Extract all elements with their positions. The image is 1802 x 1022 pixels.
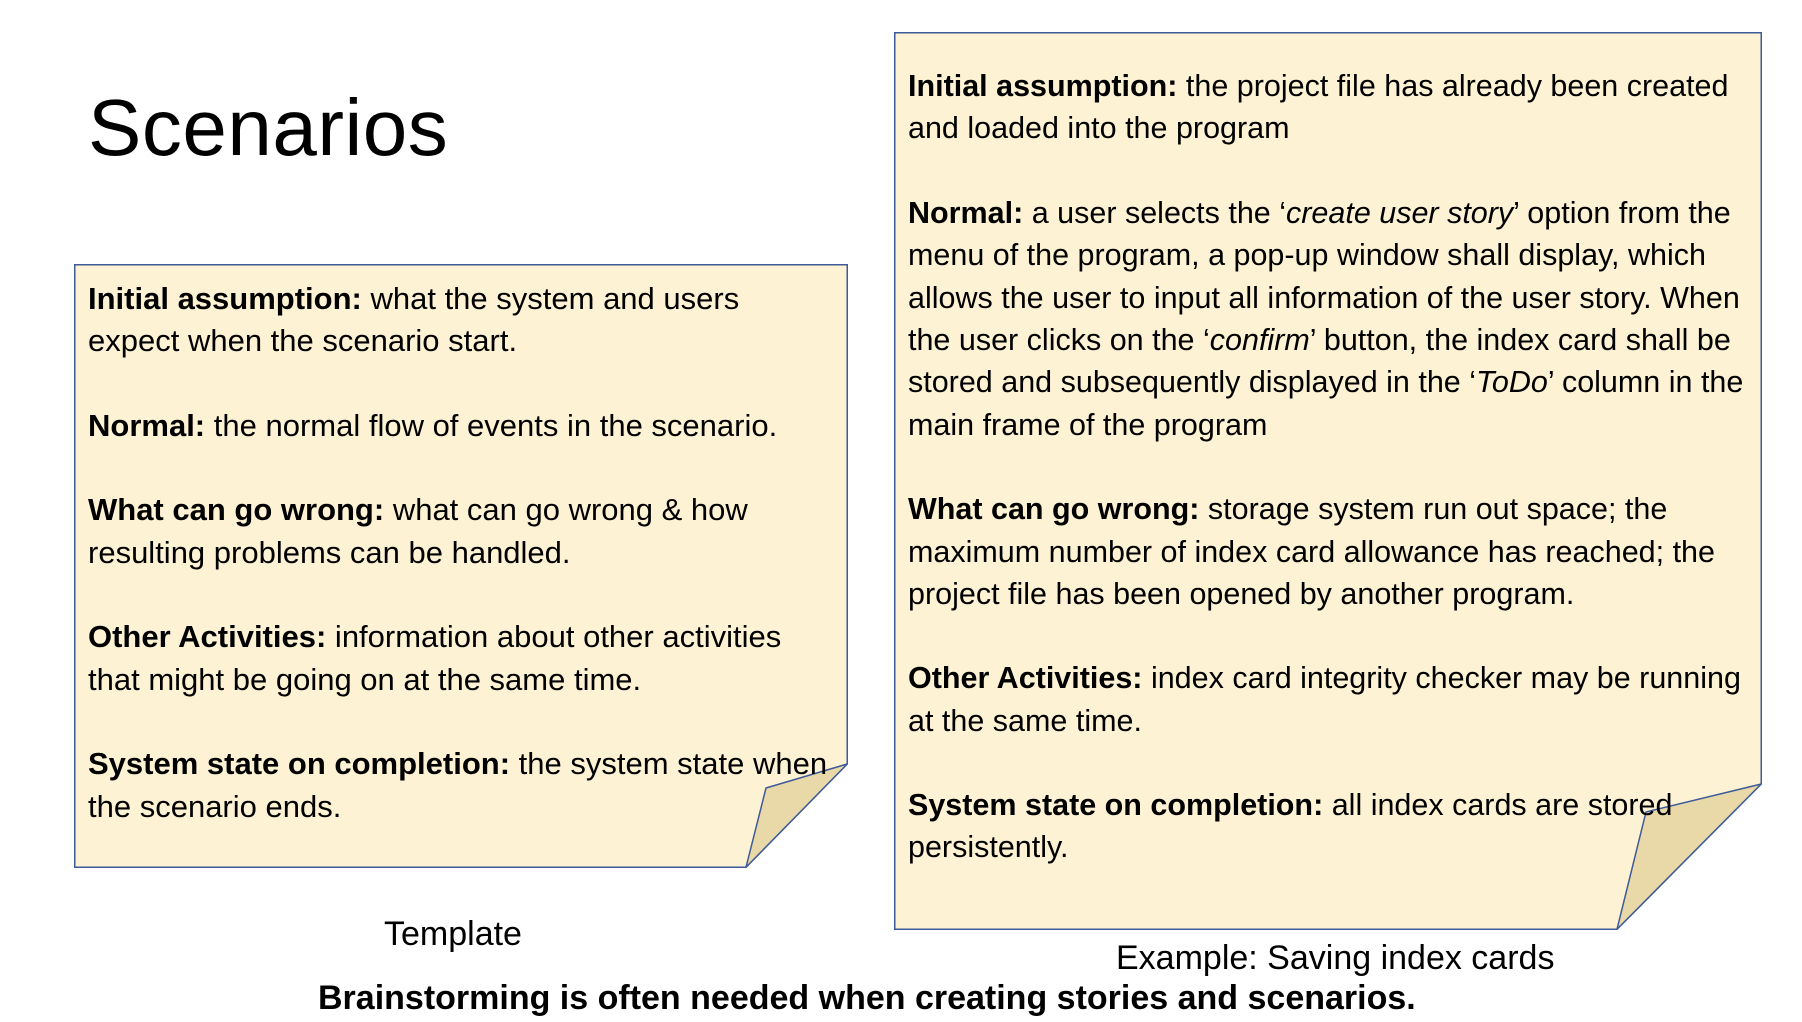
example-initial-assumption: Initial assumption: the project file has already been created and loaded into the program bbox=[908, 69, 1729, 146]
slide-title: Scenarios bbox=[88, 83, 449, 172]
template-note-text bbox=[88, 278, 838, 828]
template-system-state: System state on completion: the system state when the scenario ends. bbox=[88, 746, 828, 824]
template-normal: Normal: the normal flow of events in the scenario. bbox=[88, 407, 778, 443]
example-normal: Normal: a user selects the ‘create user story’ option from the menu of the program, a pop-up window shall display, which allows the user to input all information of the user story. When the user clicks on the ‘confirm’ button, the index card shall be stored and subsequently displayed in the ‘ToDo’ column in the main frame of the program bbox=[908, 195, 1744, 442]
template-initial-assumption: Initial assumption: what the system and users expect when the scenario start. bbox=[88, 281, 740, 359]
example-other-activities: Other Activities: index card integrity checker may be running at the same time. bbox=[908, 661, 1741, 738]
example-note-text bbox=[908, 65, 1754, 869]
example-caption: Example: Saving index cards bbox=[1116, 939, 1555, 977]
example-system-state: System state on completion: all index cards are stored persistently. bbox=[908, 788, 1673, 865]
template-what-can-go-wrong: What can go wrong: what can go wrong & how resulting problems can be handled. bbox=[88, 492, 748, 570]
bottom-message: Brainstorming is often needed when creating stories and scenarios. bbox=[318, 979, 1416, 1017]
template-note bbox=[74, 264, 848, 868]
example-what-can-go-wrong: What can go wrong: storage system run out space; the maximum number of index card allowance has reached; the project file has been opened by another program. bbox=[908, 492, 1715, 611]
template-caption: Template bbox=[384, 915, 522, 953]
template-other-activities: Other Activities: information about other activities that might be going on at the same time. bbox=[88, 619, 782, 697]
example-note bbox=[894, 32, 1762, 930]
